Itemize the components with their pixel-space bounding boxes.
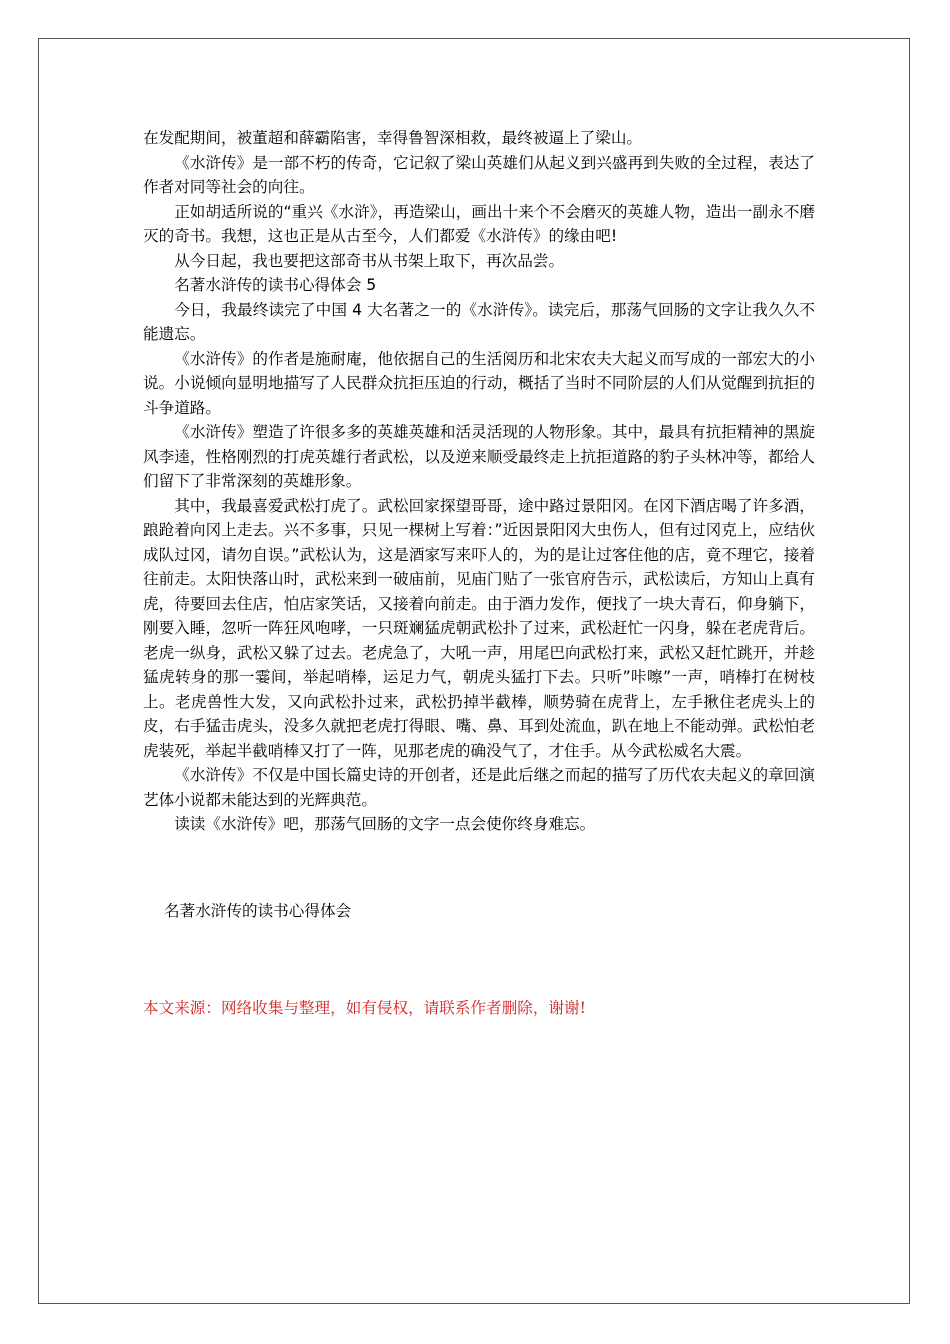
- paragraph: 从今日起，我也要把这部奇书从书架上取下，再次品尝。: [174, 251, 565, 270]
- paragraph: 《水浒传》塑造了许很多多的英雄英雄和活灵活现的人物形象。其中，最具有抗拒精神的黑旋风李逵，性格刚烈的打虎英雄行者武松，以及逆来顺受最终走上抗拒道路的豹子头林冲等，都给人们留下了非常深刻的英雄形象。: [143, 423, 815, 490]
- paragraph: 今日，我最终读完了中国 4 大名著之一的《水浒传》。读完后，那荡气回肠的文字让我久久不能遗忘。: [143, 300, 815, 343]
- source-note: 本文来源：网络收集与整理，如有侵权，请联系作者删除，谢谢!: [143, 999, 586, 1017]
- paragraph: 《水浒传》不仅是中国长篇史诗的开创者，还是此后继之而起的描写了历代农夫起义的章回演艺体小说都未能达到的光辉典范。: [143, 766, 815, 809]
- paragraph: 《水浒传》是一部不朽的传奇，它记叙了梁山英雄们从起义到兴盛再到失败的全过程，表达了作者对同等社会的向往。: [143, 153, 815, 196]
- paragraph: 在发配期间，被董超和薛霸陷害，幸得鲁智深相救，最终被逼上了梁山。: [143, 129, 643, 147]
- document-body: [143, 126, 815, 837]
- paragraph: 正如胡适所说的“重兴《水浒》，再造梁山，画出十来个不会磨灭的英雄人物，造出一副永不磨灭的奇书。我想，这也正是从古至今，人们都爱《水浒传》的缘由吧!: [143, 202, 815, 245]
- section-heading: 名著水浒传的读书心得体会 5: [174, 276, 377, 294]
- paragraph: 读读《水浒传》吧，那荡气回肠的文字一点会使你终身难忘。: [174, 815, 596, 833]
- paragraph: 《水浒传》的作者是施耐庵，他依据自己的生活阅历和北宋农夫大起义而写成的一部宏大的小说。小说倾向显明地描写了人民群众抗拒压迫的行动，概括了当时不同阶层的人们从觉醒到抗拒的斗争道路。: [143, 349, 815, 417]
- closing-title: 名著水浒传的读书心得体会: [164, 902, 352, 920]
- paragraph: 其中，我最喜爱武松打虎了。武松回家探望哥哥，途中路过景阳冈。在冈下酒店喝了许多酒，踉跄着向冈上走去。兴不多事，只见一棵树上写着：”近因景阳冈大虫伤人，但有过冈克上，应结伙成队过冈，请勿自误。”武松认为，这是酒家写来吓人的，为的是让过客住他的店，竟不理它，接着往前走。太阳快落山时，武松来到一破庙前，见庙门贴了一张官府告示，武松读后，方知山上真有虎，待要回去住店，怕店家笑话，又接着向前走。由于酒力发作，便找了一块大青石，仰身躺下，刚要入睡，忽听一阵狂风咆哮，一只斑斓猛虎朝武松扑了过来，武松赶忙一闪身，躲在老虎背后。老虎一纵身，武松又躲了过去。老虎急了，大吼一声，用尾巴向武松打来，武松又赶忙跳开，并趁猛虎转身的那一霎间，举起哨棒，运足力气，朝虎头猛打下去。只听”咔嚓”一声，哨棒打在树枝上。老虎兽性大发，又向武松扑过来，武松扔掉半截棒，顺势骑在虎背上，左手揪住老虎头上的皮，右手猛击虎头，没多久就把老虎打得眼、嘴、鼻、耳到处流血，趴在地上不能动弹。武松怕老虎装死，举起半截哨棒又打了一阵，见那老虎的确没气了，才住手。从今武松威名大震。: [143, 496, 815, 760]
